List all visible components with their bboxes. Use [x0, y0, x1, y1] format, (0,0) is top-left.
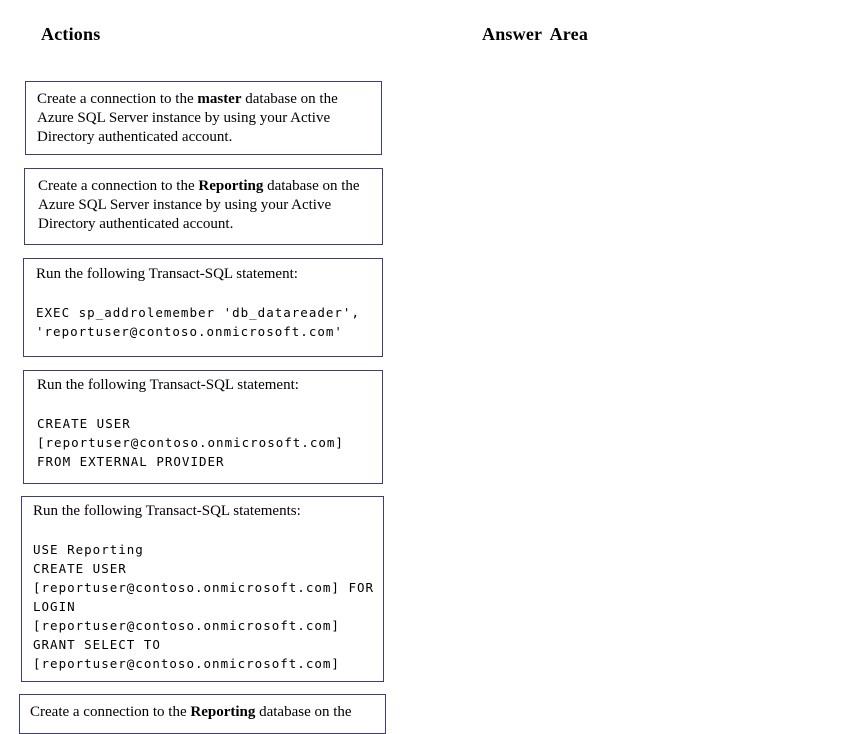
actions-heading: Actions	[41, 24, 101, 44]
action-text-post: database on the Azure SQL Server instance by using your Active Directory authenticated account.	[37, 91, 338, 145]
action-card-connect-reporting-2[interactable]	[19, 694, 386, 734]
action-text-pre: Create a connection to the	[30, 704, 191, 720]
action-text-post: database on the Azure SQL Server instance by using your Active Directory authenticated account.	[38, 178, 360, 232]
action-code: USE Reporting CREATE USER [reportuser@contoso.onmicrosoft.com] FOR LOGIN [reportuser@contoso.onmicrosoft.com] GRANT SELECT TO [reportuser@contoso.onmicrosoft.com]	[33, 542, 375, 671]
action-card-connect-reporting[interactable]	[24, 168, 383, 245]
action-text	[37, 90, 371, 147]
action-label: Run the following Transact-SQL statements:	[33, 503, 301, 519]
action-text-post: database on the	[255, 704, 352, 720]
action-card-connect-master[interactable]	[25, 81, 382, 155]
action-text	[38, 177, 372, 234]
action-text-pre: Create a connection to the	[38, 178, 199, 194]
action-code: CREATE USER [reportuser@contoso.onmicrosoft.com] FROM EXTERNAL PROVIDER	[37, 416, 344, 469]
action-label: Run the following Transact-SQL statement:	[37, 377, 299, 393]
action-card-use-reporting-grant[interactable]	[21, 496, 384, 682]
action-text-bold: Reporting	[190, 704, 256, 720]
action-text-bold: Reporting	[198, 178, 264, 194]
action-text-pre: Create a connection to the	[37, 91, 198, 107]
answer-area-heading: Answer Area	[482, 24, 589, 44]
action-code: EXEC sp_addrolemember 'db_datareader', 'reportuser@contoso.onmicrosoft.com'	[36, 305, 360, 339]
action-text-bold: master	[197, 91, 242, 107]
action-card-addrolemember[interactable]	[23, 258, 383, 357]
action-label: Run the following Transact-SQL statement:	[36, 266, 298, 282]
action-card-create-user-external[interactable]	[23, 370, 383, 484]
